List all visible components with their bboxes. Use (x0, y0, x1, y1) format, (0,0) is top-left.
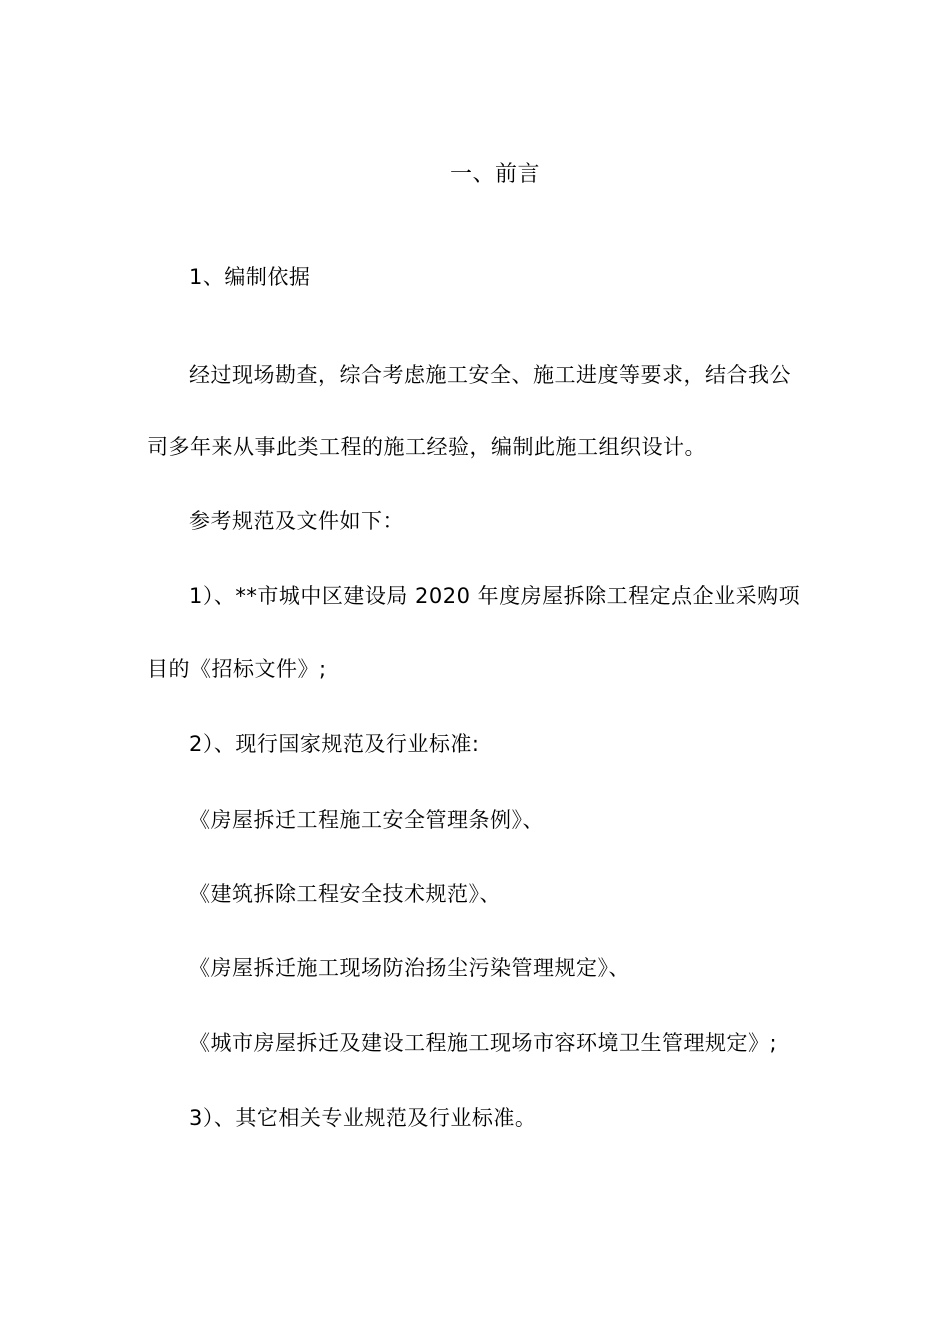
standard-reference: 《房屋拆迁施工现场防治扬尘污染管理规定》、 (189, 956, 630, 980)
list-item: 3）、其它相关专业规范及行业标准。 (189, 1106, 537, 1130)
standard-reference: 《建筑拆除工程安全技术规范》、 (189, 882, 501, 906)
section-heading: 1、编制依据 (189, 265, 311, 289)
standard-reference: 《房屋拆迁工程施工安全管理条例》、 (189, 808, 544, 832)
list-item: 1）、**市城中区建设局 2020 年度房屋拆除工程定点企业采购项 (189, 584, 801, 608)
paragraph-line: 经过现场勘查，综合考虑施工安全、施工进度等要求，结合我公 (189, 363, 791, 387)
list-item-continuation: 目的《招标文件》; (147, 657, 327, 681)
list-item: 2）、现行国家规范及行业标准: (189, 732, 480, 756)
standard-reference: 《城市房屋拆迁及建设工程施工现场市容环境卫生管理规定》; (189, 1031, 778, 1055)
page-title: 一、前言 (449, 162, 540, 187)
paragraph-line: 司多年来从事此类工程的施工经验，编制此施工组织设计。 (147, 435, 706, 459)
references-intro: 参考规范及文件如下： (189, 509, 404, 533)
